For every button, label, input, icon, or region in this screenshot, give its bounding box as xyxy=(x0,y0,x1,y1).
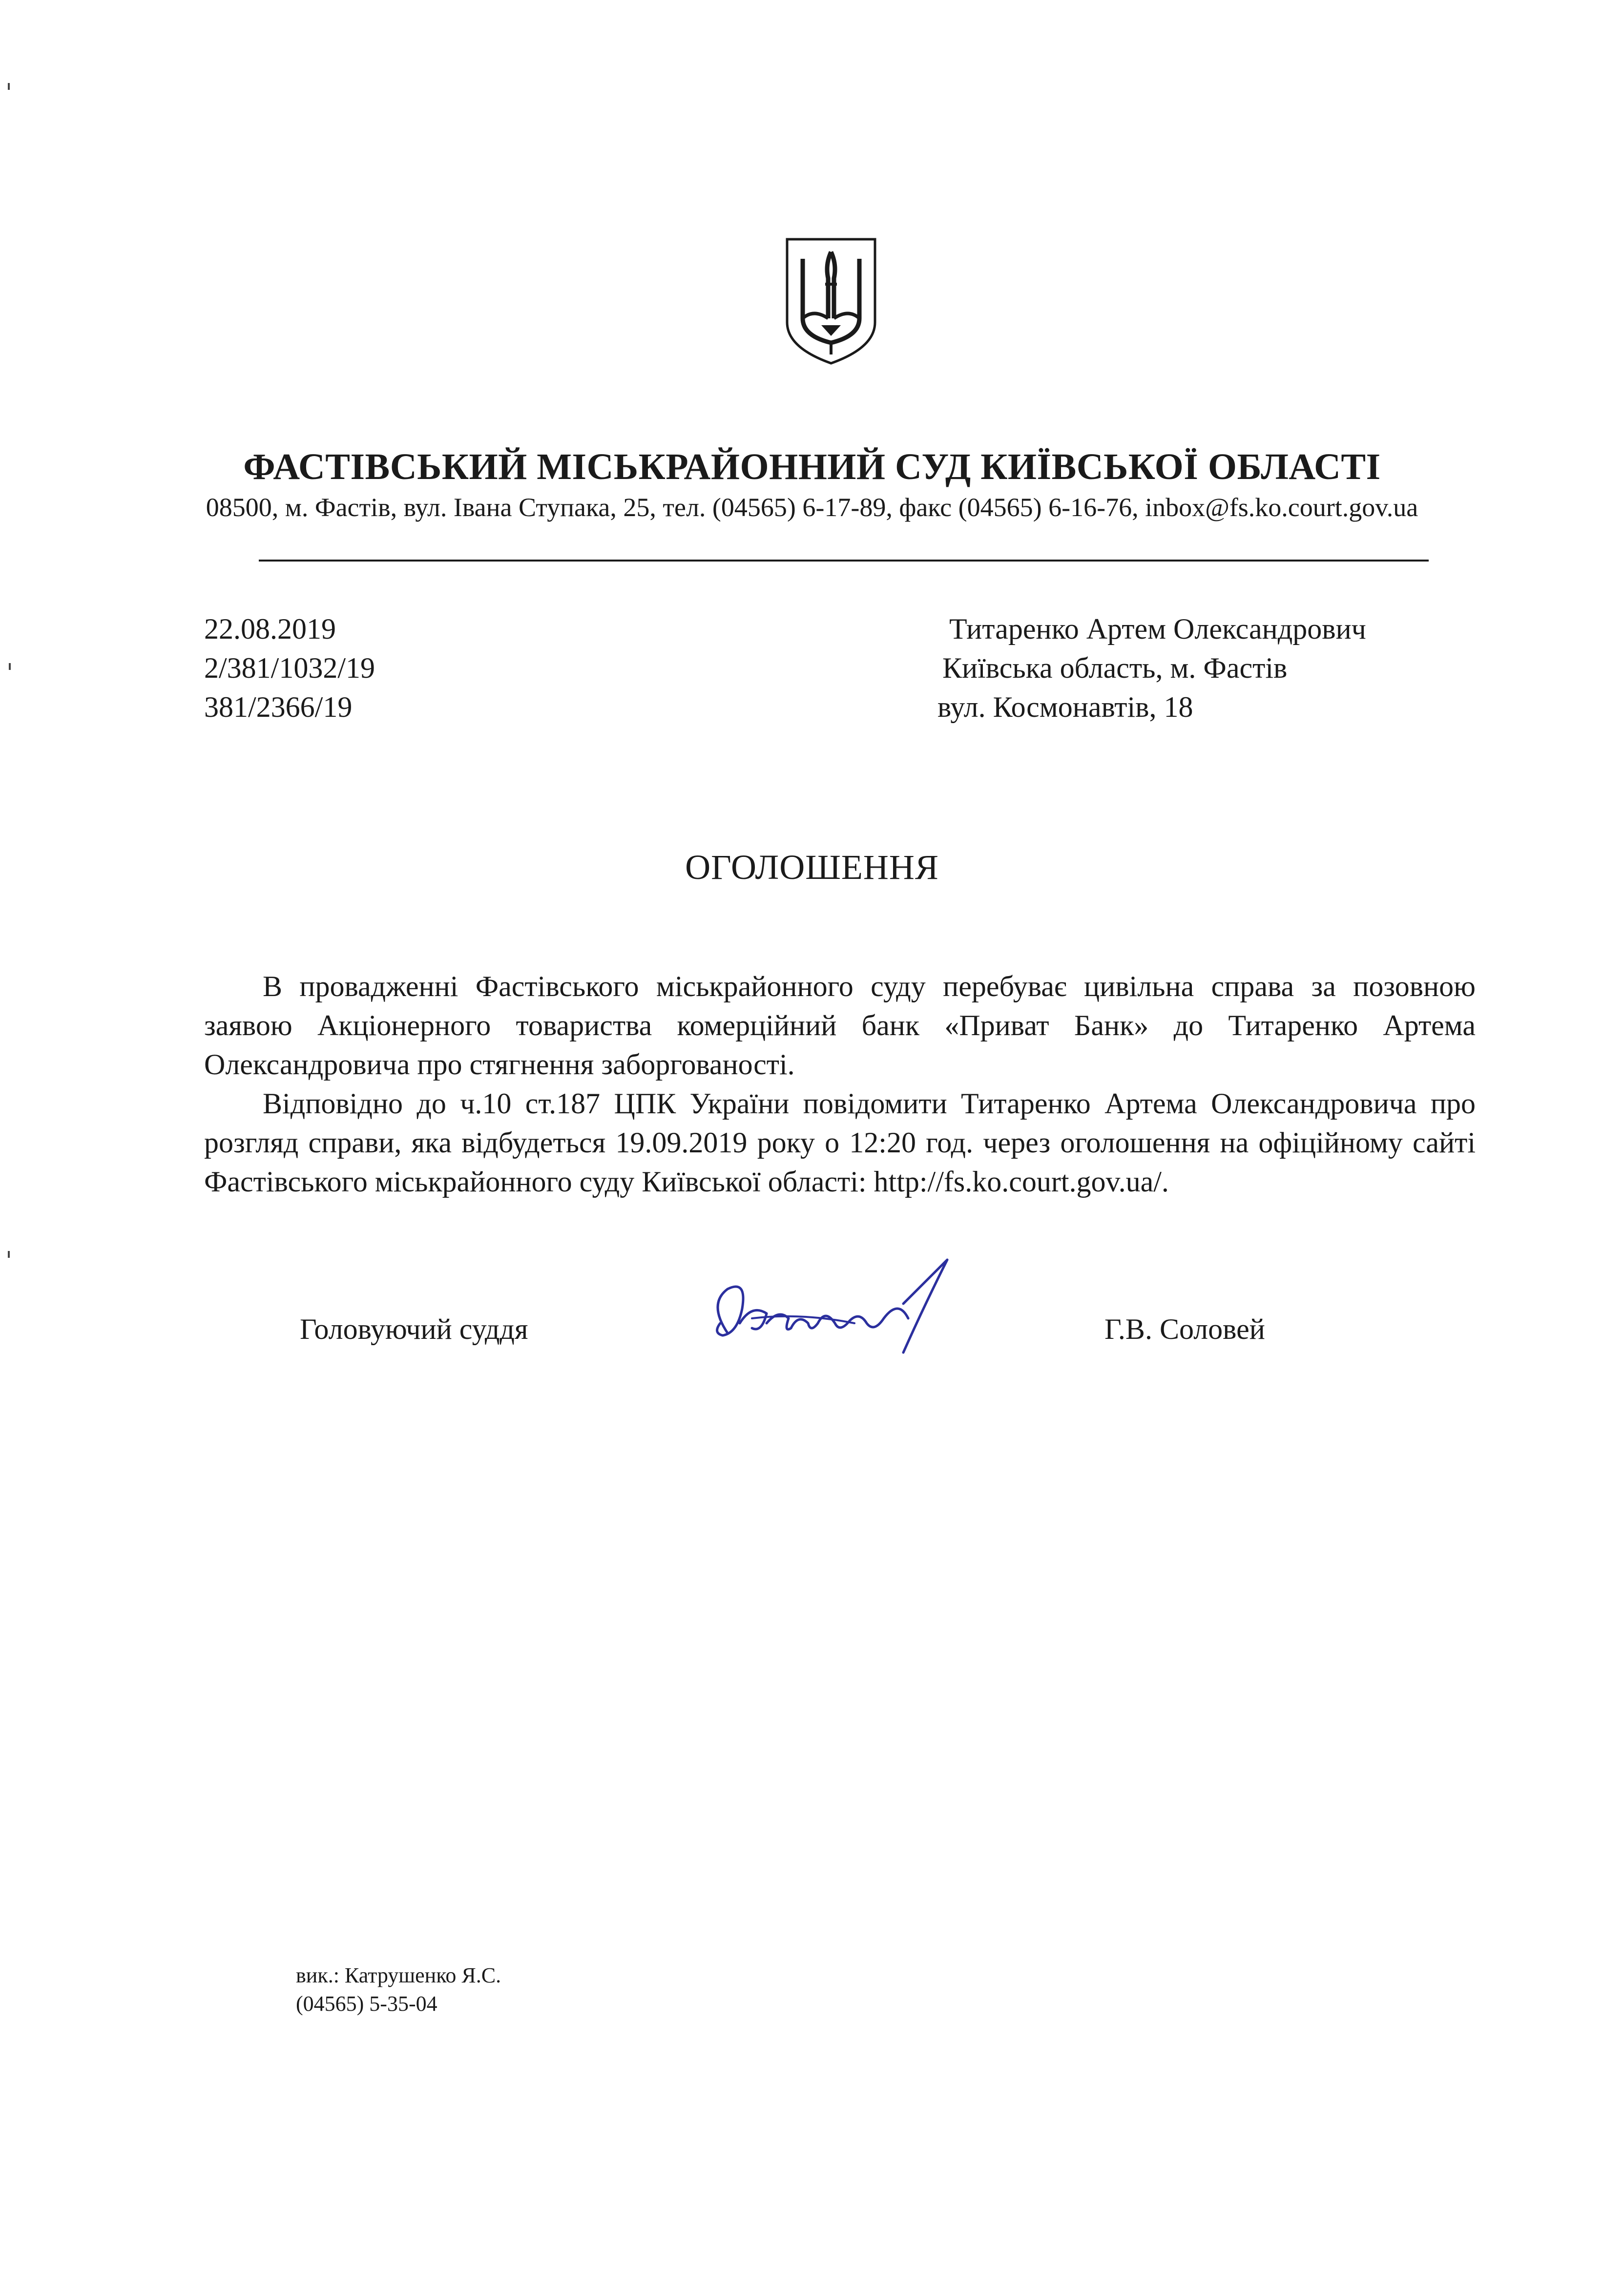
handwritten-signature xyxy=(693,1250,986,1367)
body-paragraph-2: Відповідно до ч.10 ст.187 ЦПК України повідомити Титаренко Артема Олександровича про розгляд справи, яка відбудеться 19.09.2019 року о 12:20 год. через оголошення на офіційному сайті Фастівського міськрайонного суду Київської області: http://fs.ko.court.gov.ua/. xyxy=(204,1087,1476,1198)
recipient-region: Київська область, м. Фастів xyxy=(942,652,1288,684)
executor-name: вик.: Катрушенко Я.С. xyxy=(296,1963,501,1987)
ukraine-trident-icon xyxy=(783,235,879,367)
judge-title: Головуючий суддя xyxy=(300,1313,528,1345)
scan-speck xyxy=(8,1251,10,1258)
court-name: ФАСТІВСЬКИЙ МІСЬКРАЙОННИЙ СУД КИЇВСЬКОЇ ОБЛАСТІ xyxy=(243,446,1381,487)
judge-name: Г.В. Соловей xyxy=(1104,1313,1265,1345)
executor-phone: (04565) 5-35-04 xyxy=(296,1992,437,2016)
court-address: 08500, м. Фастів, вул. Івана Ступака, 25, тел. (04565) 6-17-89, факс (04565) 6-16-76, inbox@fs.ko.court.gov.ua xyxy=(206,493,1418,522)
document-date: 22.08.2019 xyxy=(204,613,336,645)
recipient-street: вул. Космонавтів, 18 xyxy=(937,691,1193,723)
scan-speck xyxy=(8,83,10,90)
body-paragraph-1: В провадженні Фастівського міськрайонного суду перебуває цивільна справа за позовною заявою Акціонерного товариства комерційний банк «Приват Банк» до Титаренко Артема Олександровича про стягнення заборгованості. xyxy=(204,970,1476,1081)
header-divider xyxy=(259,560,1429,562)
recipient-name: Титаренко Артем Олександрович xyxy=(949,613,1366,645)
case-number-primary: 2/381/1032/19 xyxy=(204,652,375,684)
case-number-secondary: 381/2366/19 xyxy=(204,691,353,723)
scan-speck xyxy=(9,663,11,670)
document-title: ОГОЛОШЕННЯ xyxy=(685,848,939,887)
